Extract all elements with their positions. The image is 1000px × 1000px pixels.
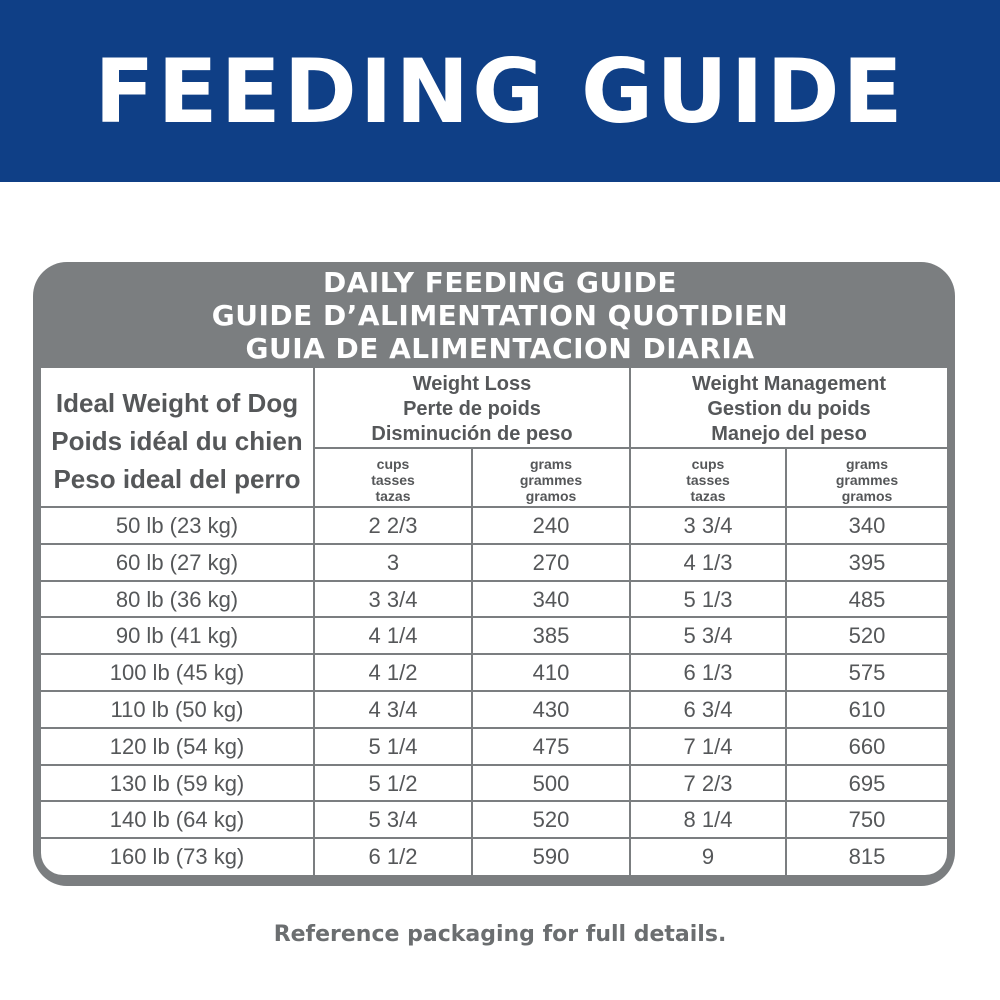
mgmt-cups-cell: 6 1/3 — [683, 660, 733, 685]
mgmt-grams-cell: 610 — [848, 697, 886, 722]
unit-header-cups — [315, 456, 471, 504]
weight-cell: 60 lb (27 kg) — [115, 550, 239, 575]
unit-header-grams — [473, 456, 629, 504]
loss-grams-cell: 430 — [532, 697, 570, 722]
header-line: Disminución de peso — [371, 423, 573, 445]
weight-column-header — [41, 384, 313, 498]
card-title — [0, 266, 1000, 365]
header-line: Weight Management — [691, 373, 887, 395]
mgmt-cups-cell: 6 3/4 — [683, 697, 733, 722]
mgmt-grams-cell: 575 — [848, 660, 886, 685]
mgmt-grams-cell: 815 — [848, 844, 886, 869]
weight-loss-header — [315, 372, 629, 447]
weight-cell: 120 lb (54 kg) — [109, 734, 245, 759]
unit-header-cups — [631, 456, 785, 504]
feeding-table — [41, 368, 947, 875]
weight-cell: 100 lb (45 kg) — [109, 660, 245, 685]
loss-grams-cell: 340 — [532, 587, 570, 612]
weight-cell: 160 lb (73 kg) — [109, 844, 245, 869]
loss-cups-cell: 5 1/4 — [368, 734, 418, 759]
header-line: cups — [376, 456, 410, 472]
header-line: grams — [845, 456, 889, 472]
mgmt-grams-cell: 340 — [848, 513, 886, 538]
weight-management-header — [631, 372, 947, 447]
weight-cell: 50 lb (23 kg) — [115, 513, 239, 538]
card-title-line: GUIDE D’ALIMENTATION QUOTIDIEN — [211, 299, 789, 332]
loss-cups-cell: 2 2/3 — [368, 513, 418, 538]
mgmt-cups-cell: 8 1/4 — [683, 807, 733, 832]
loss-grams-cell: 410 — [532, 660, 570, 685]
weight-cell: 90 lb (41 kg) — [115, 623, 239, 648]
mgmt-grams-cell: 395 — [848, 550, 886, 575]
footer-note: Reference packaging for full details. — [273, 922, 727, 947]
unit-header-grams — [787, 456, 947, 504]
header-line: Manejo del peso — [711, 423, 867, 445]
weight-cell: 80 lb (36 kg) — [115, 587, 239, 612]
weight-cell: 110 lb (50 kg) — [110, 697, 244, 722]
loss-cups-cell: 5 3/4 — [368, 807, 418, 832]
header-line: gramos — [525, 488, 577, 504]
loss-cups-cell: 5 1/2 — [368, 771, 418, 796]
header-line: grammes — [519, 472, 583, 488]
header-line: Poids idéal du chien — [51, 426, 303, 456]
loss-grams-cell: 385 — [532, 623, 570, 648]
mgmt-grams-cell: 660 — [848, 734, 886, 759]
header-line: Peso ideal del perro — [53, 464, 301, 494]
header-line: Perte de poids — [403, 398, 541, 420]
mgmt-grams-cell: 520 — [848, 623, 886, 648]
loss-grams-cell: 270 — [532, 550, 570, 575]
header-line: grammes — [835, 472, 899, 488]
loss-cups-cell: 3 3/4 — [368, 587, 418, 612]
loss-cups-cell: 6 1/2 — [368, 844, 418, 869]
mgmt-cups-cell: 4 1/3 — [683, 550, 733, 575]
mgmt-cups-cell: 9 — [701, 844, 715, 869]
header-line: cups — [691, 456, 725, 472]
loss-cups-cell: 4 3/4 — [368, 697, 418, 722]
loss-cups-cell: 3 — [386, 550, 400, 575]
card-title-line: DAILY FEEDING GUIDE — [322, 266, 678, 299]
loss-cups-cell: 4 1/4 — [368, 623, 418, 648]
header-line: tasses — [686, 472, 730, 488]
weight-cell: 140 lb (64 kg) — [109, 807, 245, 832]
mgmt-cups-cell: 3 3/4 — [683, 513, 733, 538]
header-line: gramos — [841, 488, 893, 504]
mgmt-cups-cell: 7 1/4 — [683, 734, 733, 759]
header-banner — [0, 0, 1000, 182]
loss-grams-cell: 520 — [532, 807, 570, 832]
loss-cups-cell: 4 1/2 — [368, 660, 418, 685]
loss-grams-cell: 240 — [532, 513, 570, 538]
loss-grams-cell: 500 — [532, 771, 570, 796]
mgmt-cups-cell: 5 1/3 — [683, 587, 733, 612]
mgmt-grams-cell: 750 — [848, 807, 886, 832]
header-line: tazas — [375, 488, 411, 504]
loss-grams-cell: 475 — [532, 734, 570, 759]
card-title-line: GUIA DE ALIMENTACION DIARIA — [245, 332, 755, 365]
header-line: tazas — [690, 488, 726, 504]
mgmt-cups-cell: 7 2/3 — [683, 771, 733, 796]
header-line: Gestion du poids — [707, 398, 871, 420]
header-line: tasses — [371, 472, 415, 488]
mgmt-cups-cell: 5 3/4 — [683, 623, 733, 648]
row-divider — [313, 447, 947, 449]
loss-grams-cell: 590 — [532, 844, 570, 869]
header-line: Ideal Weight of Dog — [55, 388, 299, 418]
mgmt-grams-cell: 485 — [848, 587, 886, 612]
header-line: Weight Loss — [412, 373, 532, 395]
mgmt-grams-cell: 695 — [848, 771, 886, 796]
weight-cell: 130 lb (59 kg) — [109, 771, 245, 796]
header-line: grams — [529, 456, 573, 472]
page-title: FEEDING GUIDE — [94, 40, 906, 143]
